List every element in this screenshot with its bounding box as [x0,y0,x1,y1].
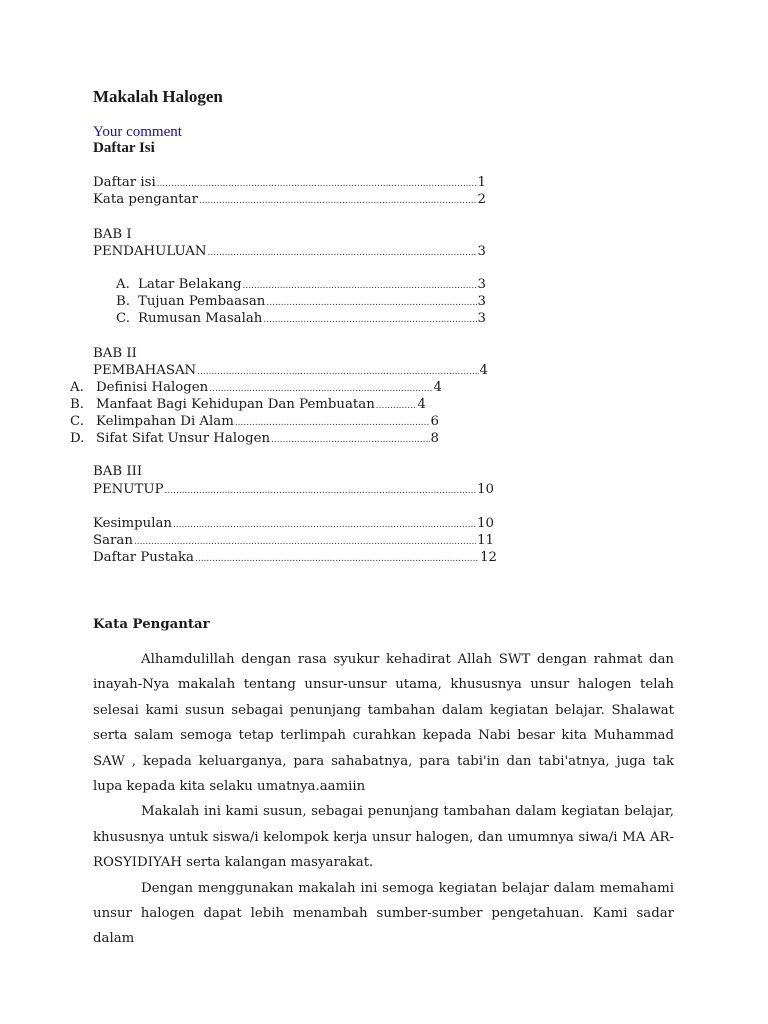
your-comment-link[interactable]: Your comment [93,124,182,140]
toc-heading: Daftar Isi [93,140,155,156]
toc-entry-page: 3 [477,294,486,309]
toc-entry-label: Latar Belakang [138,277,242,292]
paragraph: Alhamdulillah dengan rasa syukur kehadirat Allah SWT dengan rahmat dan inayah-Nya makalah tentang unsur-unsur utama, khususnya unsur halogen telah selesai kami susun sebagai penunjang tambahan dalam kegiatan belajar. Shalawat serta salam semoga tetap terlimpah curahkan kepada Nabi besar kita Muhammad SAW , kepada keluarganya, para sahabatnya, para tabi'in dan tabi'atnya, juga tak lupa kepada kita selaku umatnya.aamiin [93,652,674,795]
toc-leader-dots [165,483,477,498]
toc-entry-page: 10 [477,516,494,531]
toc-entry-daftar-pustaka[interactable] [93,549,497,566]
toc-entry-page: 1 [477,175,486,190]
toc-entry-label: PENDAHULUAN [93,244,207,259]
toc-entry-kesimpulan[interactable] [93,515,494,532]
toc-item-sifat-sifat[interactable] [70,430,439,447]
toc-entry-saran[interactable] [93,532,494,549]
toc-entry-label: Daftar isi [93,175,156,190]
list-marker: B. [116,294,130,309]
toc-item-definisi-halogen[interactable] [70,379,442,396]
toc-leader-dots [235,415,430,430]
toc-entry-page: 2 [477,192,486,207]
toc-leader-dots [197,364,478,379]
toc-entry-page: 3 [477,277,486,292]
toc-entry-page: 3 [477,311,486,326]
bab1-label: BAB I [93,227,132,242]
toc-item-kelimpahan[interactable] [70,413,439,430]
toc-entry-label: PENUTUP [93,482,164,497]
paragraph: Dengan menggunakan makalah ini semoga kegiatan belajar dalam memahami unsur halogen dapat lebih menambah sumber-sumber pengetahuan. Kami sadar dalam [93,880,674,947]
section-heading-kata-pengantar: Kata Pengantar [93,617,210,632]
toc-entry-label: Daftar Pustaka [93,550,194,565]
list-marker: B. [70,397,84,412]
list-marker: D. [70,431,85,446]
toc-entry-page: 3 [477,244,486,259]
list-marker: A. [70,380,84,395]
list-marker: A. [116,277,130,292]
toc-entry-pembahasan[interactable] [93,362,488,379]
toc-entry-page: 12 [480,550,497,565]
toc-leader-dots [195,551,479,566]
toc-entry-label: Definisi Halogen [96,380,209,395]
toc-leader-dots [376,398,417,413]
toc-leader-dots [173,517,476,532]
toc-entry-label: Kata pengantar [93,192,198,207]
paragraph: Makalah ini kami susun, sebagai penunjang tambahan dalam kegiatan belajar, khususnya untuk siswa/i kelompok kerja unsur halogen, dan umumnya siwa/i MA AR-ROSYIDIYAH serta kalangan masyarakat. [93,804,674,871]
toc-entry-page: 11 [477,533,494,548]
toc-leader-dots [208,245,477,260]
toc-entry-page: 4 [417,397,426,412]
toc-item-manfaat[interactable] [70,396,426,413]
toc-leader-dots [134,534,476,549]
bab3-label: BAB III [93,464,143,479]
toc-leader-dots [209,381,432,396]
toc-entry-label: Tujuan Pembaasan [138,294,266,309]
toc-entry-page: 10 [477,482,494,497]
toc-leader-dots [243,278,477,293]
list-marker: C. [70,414,84,429]
toc-entry-label: Rumusan Masalah [138,311,263,326]
toc-entry-kata-pengantar[interactable] [93,191,486,208]
toc-entry-page: 4 [433,380,442,395]
toc-item-tujuan-pembaasan[interactable] [116,293,486,310]
toc-leader-dots [263,312,476,327]
toc-entry-daftar-isi[interactable] [93,174,486,191]
toc-entry-label: Kesimpulan [93,516,172,531]
toc-entry-label: PEMBAHASAN [93,363,197,378]
toc-entry-page: 4 [479,363,488,378]
document-title: Makalah Halogen [93,87,223,106]
toc-entry-label: Manfaat Bagi Kehidupan Dan Pembuatan [96,397,375,412]
toc-entry-penutup[interactable] [93,481,494,498]
toc-leader-dots [271,432,430,447]
toc-leader-dots [266,295,476,310]
toc-item-rumusan-masalah[interactable] [116,310,486,327]
toc-entry-page: 6 [430,414,439,429]
bab2-label: BAB II [93,346,137,361]
toc-entry-label: Sifat Sifat Unsur Halogen [96,431,271,446]
foreword-body [93,647,674,952]
toc-entry-label: Kelimpahan Di Alam [96,414,234,429]
toc-leader-dots [199,193,477,208]
toc-item-latar-belakang[interactable] [116,276,486,293]
toc-leader-dots [157,176,477,191]
toc-entry-label: Saran [93,533,133,548]
list-marker: C. [116,311,130,326]
toc-entry-pendahuluan[interactable] [93,243,486,260]
toc-entry-page: 8 [430,431,439,446]
